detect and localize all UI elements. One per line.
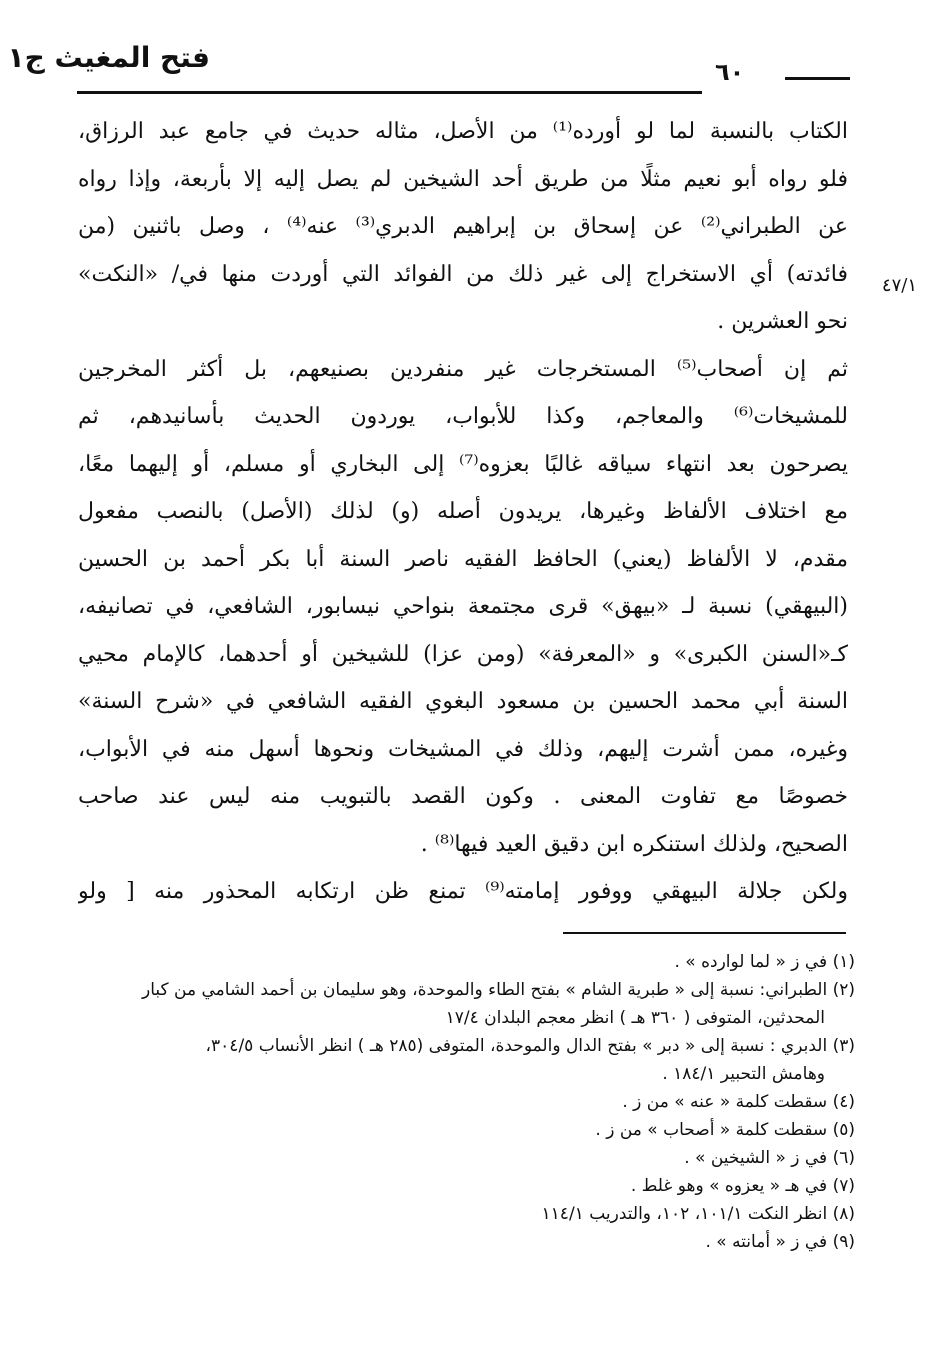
text-line: كـ«السنن الكبرى» و «المعرفة» (ومن عزا) للشيخين أو أحدهما، كالإمام محيي	[78, 641, 848, 667]
text-line: يصرحون بعد انتهاء سياقه غالبًا بعزوه⁽⁷⁾ إلى البخاري أو مسلم، أو إليهما معًا،	[78, 451, 848, 477]
text-line: عن الطبراني⁽²⁾ عن إسحاق بن إبراهيم الدبري⁽³⁾ عنه⁽⁴⁾ ، وصل باثنين (من	[78, 214, 848, 239]
running-header-title: فتح المغيث ج١	[7, 41, 210, 74]
text-line: وغيره، ممن أشرت إليهم، وذلك في المشيخات ونحوها أسهل منه في الأبواب،	[78, 736, 848, 762]
text-line: ولكن جلالة البيهقي ووفور إمامته⁽⁹⁾ تمنع ظن ارتكابه المحذور منه [ ولو	[78, 879, 848, 904]
text-line: للمشيخات⁽⁶⁾ والمعاجم، وكذا للأبواب، يوردون الحديث بأسانيدهم، ثم	[78, 404, 848, 429]
page-number-dash	[785, 77, 850, 80]
footnote-2-continued: المحدثين، المتوفى ( ٣٦٠ هـ ) انظر معجم البلدان ١٧/٤	[445, 1008, 825, 1028]
text-line: مقدم، لا الألفاظ (يعني) الحافظ الفقيه ناصر السنة أبا بكر أحمد بن الحسين	[78, 546, 848, 572]
text-line: ثم إن أصحاب⁽⁵⁾ المستخرجات غير منفردين بصنيعهم، بل أكثر المخرجين	[78, 356, 848, 382]
footnote-4: (٤) سقطت كلمة « عنه » من ز .	[622, 1092, 855, 1112]
footnote-3-continued: وهامش التحبير ١٨٤/١ .	[662, 1064, 825, 1084]
text-line: مع اختلاف الألفاظ وغيرها، يريدون أصله (و) لذلك (الأصل) بالنصب مفعول	[78, 499, 848, 524]
text-line: نحو العشرين .	[717, 309, 848, 334]
footnote-6: (٦) في ز « الشيخين » .	[684, 1148, 855, 1168]
text-line: السنة أبي محمد الحسين بن مسعود البغوي الفقيه الشافعي في «شرح السنة»	[78, 689, 848, 714]
footnote-separator	[563, 932, 846, 934]
footnote-9: (٩) في ز « أمانته » .	[705, 1232, 855, 1252]
footnote-8: (٨) انظر النكت ١٠١/١، ١٠٢، والتدريب ١١٤/١	[541, 1204, 855, 1224]
text-line: الكتاب بالنسبة لما لو أورده⁽¹⁾ من الأصل، مثاله حديث في جامع عبد الرزاق،	[78, 119, 848, 144]
footnote-5: (٥) سقطت كلمة « أصحاب » من ز .	[595, 1120, 855, 1140]
footnote-7: (٧) في هـ « يعزوه » وهو غلط .	[630, 1176, 855, 1196]
text-line: فلو رواه أبو نعيم مثلًا من طريق أحد الشيخين لم يصل إليه إلا بأربعة، وإذا رواه	[78, 166, 848, 192]
page-number: ٦٠	[715, 58, 745, 86]
text-line: الصحيح، ولذلك استنكره ابن دقيق العيد فيها⁽⁸⁾ .	[420, 831, 848, 857]
footnotes-block	[95, 948, 855, 1256]
text-line: خصوصًا مع تفاوت المعنى . وكون القصد بالتبويب منه ليس عند صاحب	[78, 784, 848, 809]
footnote-1: (١) في ز « لما لوارده » .	[674, 952, 855, 972]
main-text-block	[78, 108, 848, 928]
margin-folio-note: ٤٧/١	[881, 275, 917, 296]
header-rule	[77, 91, 702, 94]
footnote-2: (٢) الطبراني: نسبة إلى « طبرية الشام » بفتح الطاء والموحدة، وهو سليمان بن أحمد الشامي من كبار	[142, 980, 855, 1000]
footnote-3: (٣) الدبري : نسبة إلى « دبر » بفتح الدال والموحدة، المتوفى (٢٨٥ هـ ) انظر الأنساب ٣٠٤/٥،	[205, 1036, 855, 1056]
text-line: (البيهقي) نسبة لـ «بيهق» قرى مجتمعة بنواحي نيسابور، الشافعي، في تصانيفه،	[78, 594, 848, 619]
text-line: فائدته) أي الاستخراج إلى غير ذلك من الفوائد التي أوردت منها في/ «النكت»	[78, 261, 848, 287]
